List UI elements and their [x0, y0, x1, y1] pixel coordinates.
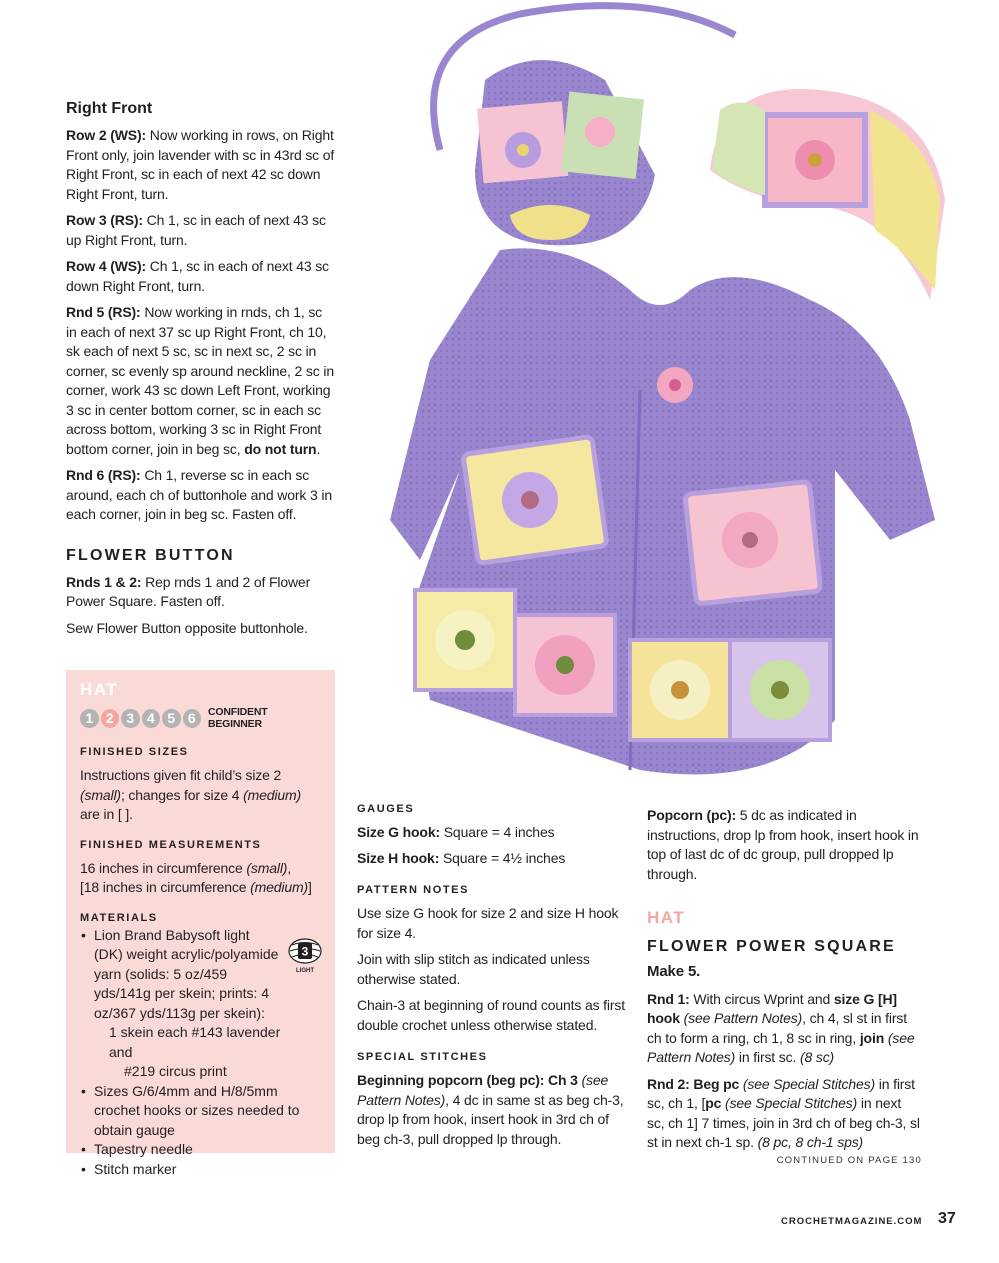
rnd-5: Rnd 5 (RS): Now working in rnds, ch 1, sc in each of next 37 sc up Right Front, ch 10, sk each of next 5 sc, sc in next sc, 2 sc in corner, sc evenly sp around neckline, 2 sc in corner, work 43 sc down Left Front, working 3 sc in center bottom corner, sc in each sc across bottom, working 3 sc in Right Front bottom corner, join in beg sc, do not turn. — [66, 304, 334, 457]
row-4: Row 4 (WS): Ch 1, sc in each of next 43 sc down Right Front, turn. — [66, 258, 329, 294]
skill-circle: 6 — [183, 709, 202, 728]
finished-measurements-label: FINISHED MEASUREMENTS — [80, 838, 262, 851]
skill-circle: 1 — [80, 709, 99, 728]
flower-button-sew: Sew Flower Button opposite buttonhole. — [66, 619, 308, 636]
right-front-title: Right Front — [66, 100, 153, 117]
gauge-h: Size H hook: Square = 4½ inches — [357, 849, 566, 866]
make-count: Make 5. — [647, 963, 701, 980]
materials-item: • Stitch marker — [94, 1160, 321, 1180]
popcorn: Popcorn (pc): 5 dc as indicated in instructions, drop lp from hook, insert hook in top of last dc of dc group, pull dropped lp through. — [647, 807, 919, 882]
materials-label: MATERIALS — [80, 911, 158, 924]
skill-circle: 3 — [121, 709, 140, 728]
hat-box-title: HAT — [80, 680, 119, 699]
middle-column — [357, 803, 632, 1156]
hat-heading: HAT — [647, 908, 686, 927]
materials-item: • Tapestry needle — [94, 1140, 321, 1160]
svg-text:3: 3 — [301, 944, 309, 959]
pattern-note: Join with slip stitch as indicated unless otherwise stated. — [357, 951, 590, 987]
skill-circle-active: 2 — [101, 709, 120, 728]
pattern-note: Chain-3 at beginning of round counts as first double crochet unless otherwise stated. — [357, 997, 625, 1033]
yarn-weight-label: LIGHT — [296, 968, 314, 974]
drawstring-bag — [475, 60, 655, 245]
flower-hat — [710, 89, 945, 300]
pattern-notes-label: PATTERN NOTES — [357, 884, 470, 896]
materials-list — [80, 926, 321, 1180]
skill-level — [80, 706, 321, 730]
hat-info-box — [66, 670, 335, 1177]
finished-measurements-text: 16 inches in circumference (small), [18 inches in circumference (medium)] — [80, 859, 312, 895]
row-2: Row 2 (WS): Now working in rows, on Right Front only, join lavender with sc in 43rd sc of Right Front, sc in each of next 42 sc down Right Front, turn. — [66, 127, 335, 202]
flower-button-rnds: Rnds 1 & 2: Rep rnds 1 and 2 of Flower Power Square. Fasten off. — [66, 573, 311, 609]
materials-item: • Sizes G/6/4mm and H/8/5mm crochet hooks or sizes needed to obtain gauge — [94, 1082, 321, 1141]
skill-level-label: CONFIDENT BEGINNER — [208, 706, 268, 730]
footer-site: CROCHETMAGAZINE.COM — [781, 1216, 923, 1227]
finished-sizes-label: FINISHED SIZES — [80, 746, 189, 758]
rnd-1: Rnd 1: With circus Wprint and size G [H] hook (see Pattern Notes), ch 4, sl st in first ch to form a ring, ch 1, 8 sc in ring, join (see Pattern Notes) in first sc. (8 sc) — [647, 990, 915, 1065]
cardigan — [390, 248, 935, 774]
rnd-2: Rnd 2: Beg pc (see Special Stitches) in first sc, ch 1, [pc (see Special Stitches) in next sc, ch 1] 7 times, join in 3rd ch of beg ch-3, sl st in next ch-1 sp. (8 pc, 8 ch-1 sps) — [647, 1075, 920, 1150]
row-3: Row 3 (RS): Ch 1, sc in each of next 43 sc up Right Front, turn. — [66, 212, 326, 248]
yarn-weight-icon — [287, 938, 323, 974]
continued-note: CONTINUED ON PAGE 130 — [776, 1154, 922, 1166]
left-column — [66, 100, 336, 645]
materials-item: • Lion Brand Babysoft light (DK) weight acrylic/polyamide yarn (solids: 5 oz/459 yds/141g per skein; prints: 4 oz/367 yds/113g per skein): 1 skein each #143 lavender and #219 circus print — [94, 926, 321, 1082]
gauges-label: GAUGES — [357, 803, 415, 815]
gauge-g: Size G hook: Square = 4 inches — [357, 824, 555, 840]
finished-sizes-text: Instructions given fit child’s size 2 (small); changes for size 4 (medium) are in [ ]. — [80, 767, 302, 822]
skill-circle: 5 — [162, 709, 181, 728]
beg-popcorn: Beginning popcorn (beg pc): Ch 3 (see Pattern Notes), 4 dc in same st as beg ch-3, drop lp from hook, insert hook in 3rd ch of beg ch-3, pull dropped lp through. — [357, 1072, 624, 1147]
rnd-6: Rnd 6 (RS): Ch 1, reverse sc in each sc around, each ch of buttonhole and work 3 in each corner, join in beg sc. Fasten off. — [66, 467, 332, 522]
flower-power-square-title: FLOWER POWER SQUARE — [647, 938, 896, 955]
pattern-note: Use size G hook for size 2 and size H hook for size 4. — [357, 905, 619, 941]
right-column — [647, 806, 922, 1166]
special-stitches-label: SPECIAL STITCHES — [357, 1051, 488, 1063]
product-photo — [390, 0, 970, 800]
flower-button-title: FLOWER BUTTON — [66, 546, 235, 564]
skill-circle: 4 — [142, 709, 161, 728]
page-number: 37 — [938, 1210, 956, 1227]
